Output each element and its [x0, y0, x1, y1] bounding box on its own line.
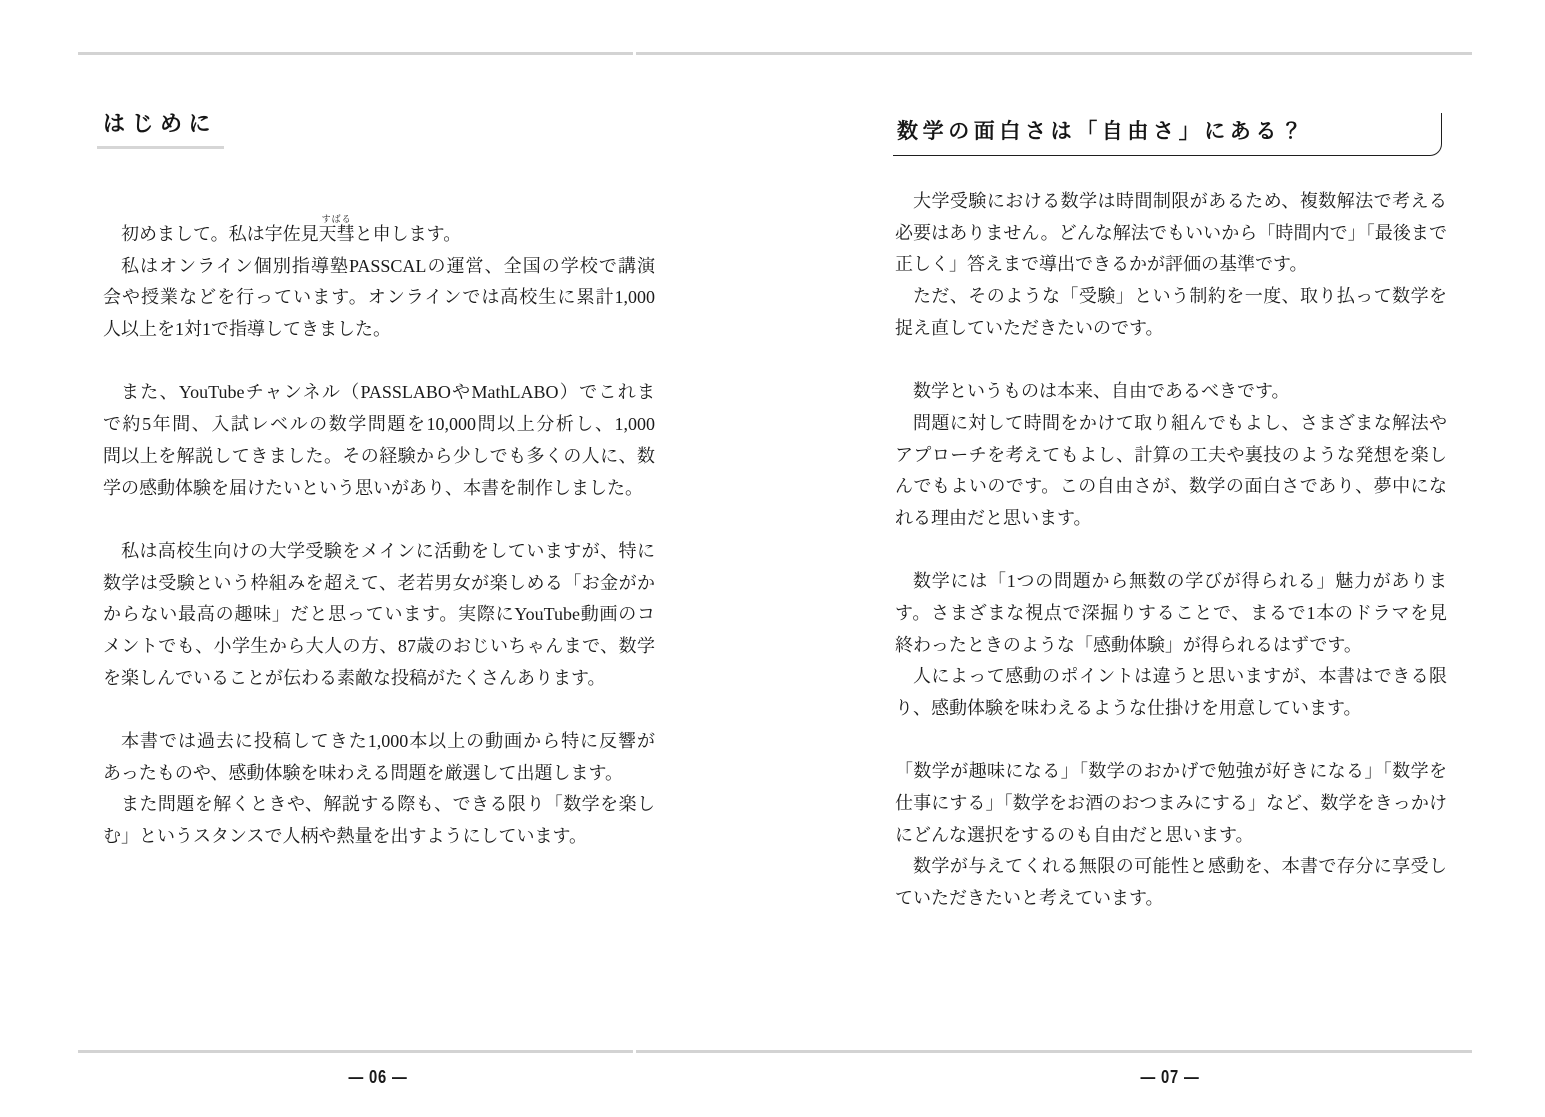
text-line: り、感動体験を味わえるような仕掛けを用意しています。 [895, 698, 1362, 718]
paragraph [103, 377, 655, 504]
text-line: 私は高校生向けの大学受験をメインに活動をしていますが、特に [121, 540, 655, 561]
paragraph [895, 186, 1447, 281]
text-line: す。さまざまな視点で深掘りすることで、まるで1本のドラマを見 [895, 602, 1447, 623]
text-line: 必要はありません。どんな解法でもいいから「時間内で」「最後まで [895, 222, 1447, 243]
text-line: んでもよいのです。この自由さが、数学の面白さであり、夢中にな [895, 476, 1447, 497]
text-line: 数学が与えてくれる無限の可能性と感動を、本書で存分に享受し [913, 856, 1447, 877]
page-body [895, 186, 1447, 915]
text-line: 数学には「1つの問題から無数の学びが得られる」魅力がありま [913, 571, 1447, 592]
text-line: む」というスタンスで人柄や熱量を出すようにしています。 [103, 826, 588, 847]
text-line: で約5年間、入試レベルの数学問題を10,000問以上分析し、1,000 [103, 414, 655, 435]
text-line: 会や授業などを行っています。オンラインでは高校生に累計1,000 [103, 287, 655, 308]
right-page [772, 0, 1545, 1117]
paragraph [103, 789, 655, 852]
page-number: — 07 — [1140, 1067, 1200, 1087]
page-number: — 06 — [348, 1067, 408, 1087]
paragraph [895, 376, 1447, 408]
text-line: にどんな選択をするのも自由だと思います。 [895, 824, 1254, 845]
text-line: ていただきたいと考えています。 [895, 888, 1164, 909]
text-line: 本書では過去に投稿してきた1,000本以上の動画から特に反響が [121, 731, 655, 751]
paragraph-group [895, 566, 1447, 724]
paragraph [895, 661, 1447, 724]
paragraph-group [103, 377, 655, 504]
paragraph [103, 251, 655, 346]
text-line: メントでも、小学生から大人の方、87歳のおじいちゃんまで、数学 [103, 635, 655, 656]
text-line: 終わったときのような「感動体験」が得られるはずです。 [895, 634, 1362, 655]
text-line: 正しく」答えまで導出できるかが評価の基準です。 [895, 254, 1308, 275]
paragraph-group [103, 726, 655, 853]
paragraph [895, 851, 1447, 914]
text-line: 学の感動体験を届けたいという思いがあり、本書を制作しました。 [103, 477, 643, 498]
text-line: 捉え直していただきたいのです。 [895, 317, 1164, 338]
text-line: あったものや、感動体験を味わえる問題を厳選して出題します。 [103, 762, 624, 783]
paragraph [103, 214, 655, 251]
left-page [0, 0, 772, 1117]
text-line: 大学受験における数学は時間制限があるため、複数解法で考える [913, 191, 1447, 211]
text-line: ただ、そのような「受験」という制約を一度、取り払って数学を [913, 286, 1447, 307]
text-line: 仕事にする」「数学をお酒のおつまみにする」など、数学をきっかけ [895, 793, 1447, 814]
text-line: 「数学が趣味になる」「数学のおかげで勉強が好きになる」「数学を [895, 761, 1447, 782]
text-line: からない最高の趣味」だと思っています。実際にYouTube動画のコ [103, 604, 655, 625]
paragraph-group [895, 376, 1447, 534]
paragraph-group [103, 536, 655, 694]
text-line: れる理由だと思います。 [895, 507, 1092, 528]
chapter-heading: はじめに [103, 112, 218, 137]
text-line: を楽しんでいることが伝わる素敵な投稿がたくさんあります。 [103, 667, 606, 688]
text-segment: 初めまして。私は宇佐見 [121, 224, 319, 244]
text-line [103, 214, 655, 251]
text-line: 問題に対して時間をかけて取り組んでもよし、さまざまな解法や [913, 412, 1447, 433]
ruby-base: 天彗 [318, 224, 355, 244]
paragraph [895, 408, 1447, 535]
ruby-annotation: すばる [321, 214, 352, 224]
section-heading: 数学の面白さは「自由さ」にある？ [897, 119, 1307, 143]
paragraph [895, 281, 1447, 344]
paragraph [895, 756, 1447, 851]
text-line: 数学というものは本来、自由であるべきです。 [913, 381, 1290, 402]
text-line: また問題を解くときや、解説する際も、できる限り「数学を楽し [121, 794, 655, 815]
text-line: 私はオンライン個別指導塾PASSCALの運営、全国の学校で講演 [121, 255, 655, 276]
ruby-word [318, 214, 355, 251]
text-line: 人以上を1対1で指導してきました。 [103, 319, 391, 340]
paragraph-group [103, 214, 655, 346]
paragraph [103, 726, 655, 789]
text-line: 数学は受験という枠組みを超えて、老若男女が楽しめる「お金がか [103, 572, 655, 593]
text-line: 人によって感動のポイントは違うと思いますが、本書はできる限 [913, 666, 1447, 687]
text-line: また、YouTubeチャンネル（PASSLABOやMathLABO）でこれま [121, 382, 655, 403]
heading-underline [97, 146, 224, 149]
paragraph [103, 536, 655, 694]
paragraph-group [895, 756, 1447, 914]
paragraph-group [895, 186, 1447, 344]
text-segment: と申します。 [354, 224, 462, 244]
text-line: 問以上を解説してきました。その経験から少しでも多くの人に、数 [103, 445, 655, 466]
page-body [103, 214, 655, 853]
text-line: アプローチを考えてもよし、計算の工夫や裏技のような発想を楽し [895, 444, 1447, 465]
paragraph [895, 566, 1447, 661]
